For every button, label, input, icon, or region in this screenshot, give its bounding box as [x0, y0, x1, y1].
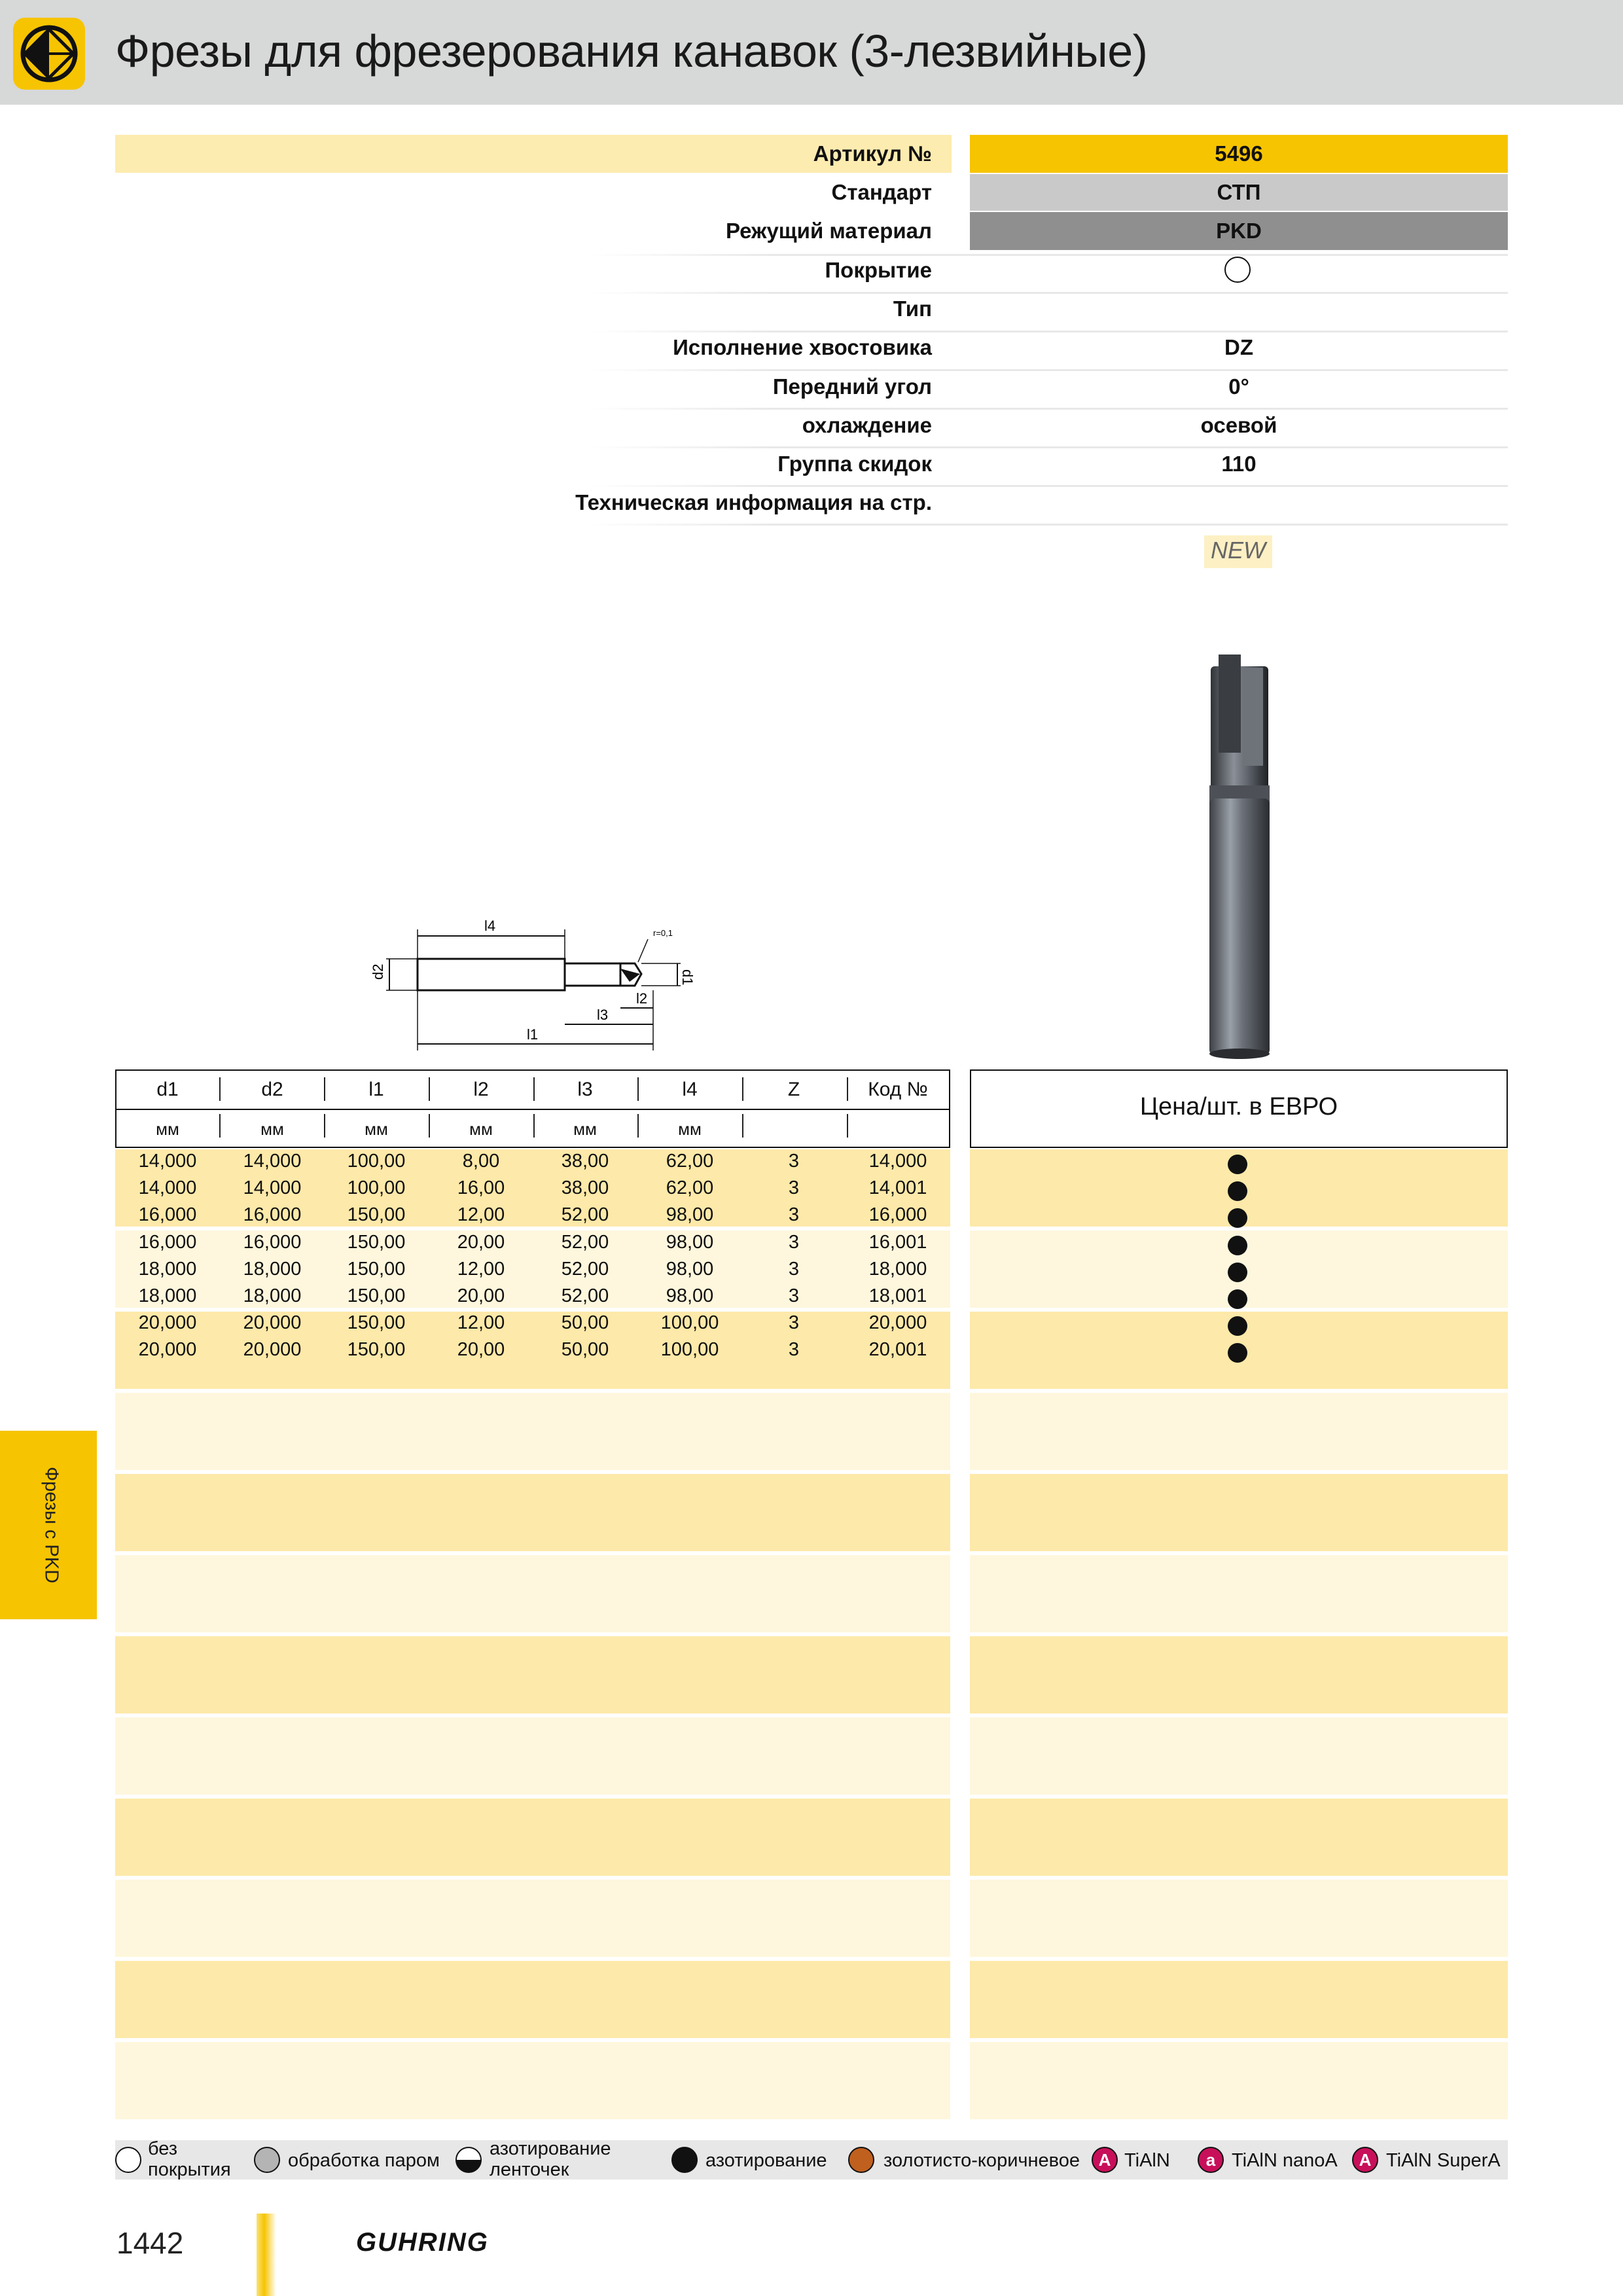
table-cell: 12,00 [457, 1258, 505, 1280]
legend-label: TiAlN [1124, 2150, 1170, 2171]
legend-coating-icon [455, 2147, 482, 2173]
column-separator [429, 1077, 430, 1101]
table-cell: 100,00 [660, 1312, 719, 1334]
table-cell: 98,00 [666, 1285, 714, 1306]
table-cell: 100,00 [347, 1177, 406, 1199]
table-cell: 14,000 [868, 1151, 927, 1172]
product-image [1204, 655, 1276, 1060]
table-cell: 150,00 [347, 1258, 406, 1280]
table-cell: 18,000 [138, 1258, 197, 1280]
legend-label: азотирование [705, 2150, 827, 2171]
table-cell: 12,00 [457, 1204, 505, 1226]
table-cell: 14,000 [243, 1151, 302, 1172]
column-unit: мм [573, 1119, 597, 1139]
legend-label: золотисто-коричневое [883, 2150, 1080, 2171]
table-cell: 150,00 [347, 1312, 406, 1334]
prop-value-shank: DZ [1224, 335, 1253, 359]
column-unit: мм [469, 1119, 493, 1139]
price-header: Цена/шт. в ЕВРО [1139, 1093, 1338, 1121]
table-band [970, 1717, 1508, 1795]
legend-label: обработка паром [288, 2150, 440, 2171]
table-band [970, 1474, 1508, 1551]
table-band [115, 1799, 950, 1876]
prop-label-shank: Исполнение хвостовика [673, 335, 932, 359]
table-cell: 38,00 [561, 1177, 609, 1199]
table-cell: 20,001 [868, 1339, 927, 1361]
divider [589, 408, 1508, 410]
availability-dot-icon[interactable] [1228, 1263, 1247, 1282]
divider [589, 485, 1508, 487]
table-cell: 150,00 [347, 1285, 406, 1306]
table-cell: 62,00 [666, 1151, 714, 1172]
table-band [115, 2042, 950, 2119]
column-separator [742, 1114, 743, 1138]
column-header: l2 [473, 1079, 489, 1100]
table-cell: 3 [788, 1312, 800, 1334]
prop-label-standard: Стандарт [831, 180, 932, 204]
table-cell: 3 [788, 1285, 800, 1306]
prop-label-cooling: охлаждение [802, 413, 932, 437]
table-cell: 18,000 [868, 1258, 927, 1280]
table-cell: 20,00 [457, 1339, 505, 1361]
uncoated-circle-icon [1224, 257, 1251, 283]
column-separator [847, 1114, 848, 1138]
table-cell: 52,00 [561, 1231, 609, 1253]
table-cell: 52,00 [561, 1258, 609, 1280]
table-band [115, 1636, 950, 1713]
table-band [970, 1799, 1508, 1876]
column-separator [637, 1077, 639, 1101]
new-badge-label: NEW [1211, 537, 1266, 564]
divider [589, 331, 1508, 332]
availability-dot-icon[interactable] [1228, 1236, 1247, 1255]
table-cell: 38,00 [561, 1151, 609, 1172]
table-band [970, 2042, 1508, 2119]
table-cell: 100,00 [660, 1339, 719, 1361]
table-cell: 52,00 [561, 1285, 609, 1306]
table-band [970, 1393, 1508, 1470]
column-header: l4 [682, 1079, 698, 1100]
prop-value-article: 5496 [1215, 141, 1263, 166]
table-cell: 12,00 [457, 1312, 505, 1334]
table-cell: 16,000 [138, 1204, 197, 1226]
side-tab-label: Фрезы с PKD [41, 1466, 62, 1584]
availability-dot-icon[interactable] [1228, 1316, 1247, 1336]
legend-coating-icon [254, 2147, 280, 2173]
column-separator [219, 1114, 221, 1138]
table-cell: 16,000 [243, 1231, 302, 1253]
dim-label-l2: l2 [636, 990, 648, 1007]
legend-label: покрытия [148, 2159, 231, 2180]
column-separator [219, 1077, 221, 1101]
table-cell: 50,00 [561, 1312, 609, 1334]
table-cell: 150,00 [347, 1204, 406, 1226]
prop-value-rake-angle: 0° [1228, 374, 1249, 399]
table-cell: 3 [788, 1258, 800, 1280]
technical-drawing [360, 910, 700, 1060]
table-cell: 14,001 [868, 1177, 927, 1199]
table-band [970, 1880, 1508, 1957]
legend-label: азотирование [490, 2138, 611, 2159]
column-header: l1 [368, 1079, 384, 1100]
table-cell: 98,00 [666, 1231, 714, 1253]
table-cell: 150,00 [347, 1231, 406, 1253]
legend-coating-icon: A [1092, 2147, 1118, 2173]
table-cell: 14,000 [243, 1177, 302, 1199]
column-header: Z [787, 1079, 800, 1100]
divider [589, 369, 1508, 371]
prop-label-article: Артикул № [813, 141, 932, 166]
column-header: d1 [156, 1079, 179, 1100]
table-cell: 20,000 [138, 1339, 197, 1361]
table-cell: 3 [788, 1339, 800, 1361]
table-cell: 18,000 [243, 1285, 302, 1306]
legend-label: без [148, 2138, 178, 2159]
prop-value-discount-group: 110 [1221, 452, 1257, 476]
table-cell: 3 [788, 1151, 800, 1172]
divider [589, 254, 1508, 256]
availability-dot-icon[interactable] [1228, 1155, 1247, 1174]
table-cell: 18,001 [868, 1285, 927, 1306]
table-cell: 14,000 [138, 1177, 197, 1199]
footer-accent [257, 2214, 276, 2296]
table-cell: 50,00 [561, 1339, 609, 1361]
table-cell: 62,00 [666, 1177, 714, 1199]
table-band [970, 1555, 1508, 1632]
header-divider [115, 1109, 950, 1110]
column-unit: мм [678, 1119, 702, 1139]
prop-label-coating: Покрытие [825, 258, 932, 282]
column-header: l3 [577, 1079, 593, 1100]
table-cell: 98,00 [666, 1258, 714, 1280]
table-cell: 18,000 [243, 1258, 302, 1280]
table-band [115, 1474, 950, 1551]
table-band [115, 1880, 950, 1957]
column-separator [637, 1114, 639, 1138]
column-separator [324, 1114, 325, 1138]
table-band [115, 1393, 950, 1470]
column-separator [533, 1077, 535, 1101]
column-separator [742, 1077, 743, 1101]
table-cell: 3 [788, 1177, 800, 1199]
prop-label-rake-angle: Передний угол [772, 374, 932, 399]
column-unit: мм [365, 1119, 388, 1139]
table-cell: 52,00 [561, 1204, 609, 1226]
table-cell: 8,00 [462, 1151, 500, 1172]
table-band [970, 1961, 1508, 2038]
dim-label-l4: l4 [484, 918, 496, 934]
table-cell: 20,00 [457, 1285, 505, 1306]
column-separator [533, 1114, 535, 1138]
column-unit: мм [156, 1119, 179, 1139]
dim-label-radius: r=0,1 [653, 928, 673, 938]
table-cell: 16,00 [457, 1177, 505, 1199]
brand-wordmark: GUHRING [356, 2228, 489, 2257]
legend-coating-icon [848, 2147, 874, 2173]
prop-label-discount-group: Группа скидок [777, 452, 932, 476]
legend-label: TiAlN nanoA [1232, 2150, 1338, 2171]
availability-dot-icon[interactable] [1228, 1181, 1247, 1201]
availability-dot-icon[interactable] [1228, 1289, 1247, 1309]
dim-label-d1: d1 [679, 969, 696, 986]
legend-coating-icon [115, 2147, 141, 2173]
prop-value-standard: СТП [1217, 180, 1261, 204]
table-cell: 20,000 [243, 1312, 302, 1334]
table-cell: 20,000 [138, 1312, 197, 1334]
prop-value-cooling: осевой [1200, 413, 1277, 437]
table-band [115, 1961, 950, 2038]
table-cell: 16,001 [868, 1231, 927, 1253]
divider [589, 446, 1508, 448]
table-cell: 100,00 [347, 1151, 406, 1172]
table-cell: 20,000 [243, 1339, 302, 1361]
column-header: Код № [868, 1079, 928, 1100]
brand-logo-icon [13, 18, 85, 90]
dim-label-d2: d2 [370, 963, 386, 980]
dim-label-l1: l1 [527, 1026, 539, 1043]
table-cell: 14,000 [138, 1151, 197, 1172]
prop-label-type: Тип [893, 296, 932, 321]
column-separator [324, 1077, 325, 1101]
legend-label: TiAlN SuperA [1386, 2150, 1501, 2171]
table-cell: 16,000 [138, 1231, 197, 1253]
table-cell: 3 [788, 1231, 800, 1253]
table-cell: 16,000 [868, 1204, 927, 1226]
legend-coating-icon [671, 2147, 698, 2173]
table-cell: 3 [788, 1204, 800, 1226]
prop-label-tech-info: Техническая информация на стр. [575, 490, 932, 514]
page-number: 1442 [116, 2226, 184, 2260]
legend-label: ленточек [490, 2159, 569, 2180]
column-separator [847, 1077, 848, 1101]
column-unit: мм [260, 1119, 284, 1139]
table-cell: 20,00 [457, 1231, 505, 1253]
table-band [115, 1555, 950, 1632]
column-separator [429, 1114, 430, 1138]
column-header: d2 [261, 1079, 283, 1100]
divider [589, 292, 1508, 294]
table-cell: 20,000 [868, 1312, 927, 1334]
prop-value-cutting-material: PKD [1216, 219, 1262, 243]
legend-coating-icon: a [1198, 2147, 1224, 2173]
legend-coating-icon: A [1352, 2147, 1378, 2173]
prop-label-cutting-material: Режущий материал [725, 219, 932, 243]
table-band [115, 1717, 950, 1795]
table-cell: 18,000 [138, 1285, 197, 1306]
divider [589, 524, 1508, 526]
table-cell: 98,00 [666, 1204, 714, 1226]
table-band [970, 1636, 1508, 1713]
table-cell: 150,00 [347, 1339, 406, 1361]
table-cell: 16,000 [243, 1204, 302, 1226]
dim-label-l3: l3 [597, 1007, 609, 1023]
page-title: Фрезы для фрезерования канавок (3-лезвийные) [115, 26, 1148, 77]
